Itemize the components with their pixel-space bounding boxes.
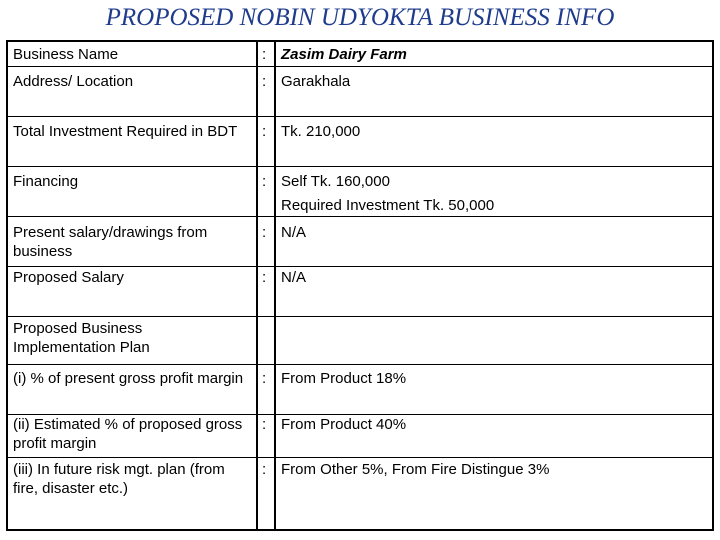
financing-required-value: Required Investment Tk. 50,000	[281, 197, 495, 214]
business-info-table	[6, 40, 714, 531]
page-title: PROPOSED NOBIN UDYOKTA BUSINESS INFO	[105, 4, 615, 31]
present-salary-value: N/A	[281, 224, 307, 241]
row-divider	[8, 457, 712, 458]
colon: :	[262, 461, 267, 478]
colon: :	[262, 416, 267, 433]
row-divider	[8, 316, 712, 317]
total-investment-value: Tk. 210,000	[281, 123, 361, 140]
row-divider	[8, 266, 712, 267]
risk-plan-value: From Other 5%, From Fire Distingue 3%	[281, 461, 550, 478]
estimated-profit-margin-label: (ii) Estimated % of proposed gross profit margin	[13, 416, 243, 452]
present-profit-margin-label: (i) % of present gross profit margin	[13, 370, 244, 387]
colon: :	[262, 123, 267, 140]
estimated-profit-margin-value: From Product 40%	[281, 416, 407, 433]
colon: :	[262, 173, 267, 190]
colon: :	[262, 370, 267, 387]
proposed-salary-value: N/A	[281, 269, 307, 286]
row-divider	[8, 216, 712, 217]
financing-self-value: Self Tk. 160,000	[281, 173, 390, 190]
address-value: Garakhala	[281, 73, 351, 90]
total-investment-label: Total Investment Required in BDT	[13, 123, 238, 140]
address-label: Address/ Location	[13, 73, 134, 90]
risk-plan-label: (iii) In future risk mgt. plan (from fire, disaster etc.)	[13, 461, 225, 497]
row-divider	[8, 364, 712, 365]
row-divider	[8, 66, 712, 67]
row-divider	[8, 166, 712, 167]
row-divider	[8, 116, 712, 117]
business-name-value: Zasim Dairy Farm	[281, 46, 407, 63]
proposed-salary-label: Proposed Salary	[13, 269, 124, 286]
financing-label: Financing	[13, 173, 79, 190]
colon: :	[262, 73, 267, 90]
implementation-plan-label: Proposed Business Implementation Plan	[13, 320, 150, 356]
present-salary-label: Present salary/drawings from business	[13, 224, 208, 260]
colon: :	[262, 269, 267, 286]
colon: :	[262, 224, 267, 241]
present-profit-margin-value: From Product 18%	[281, 370, 407, 387]
colon: :	[262, 46, 267, 63]
business-name-label: Business Name	[13, 46, 119, 63]
